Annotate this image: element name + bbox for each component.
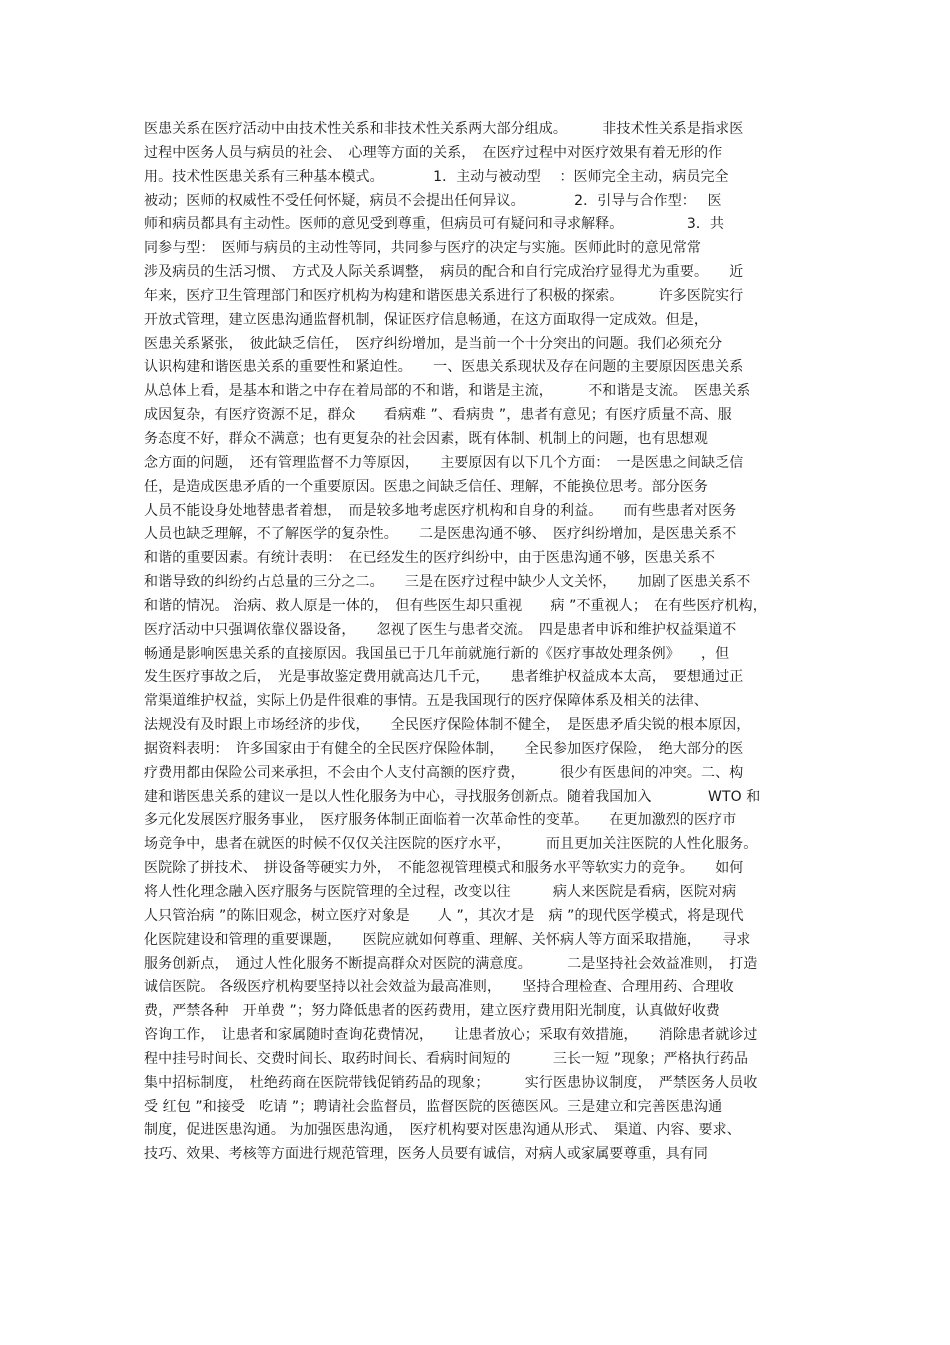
text-line: 诚信医院。 各级医疗机构要坚持以社会效益为最高准则， 坚持合理检查、合理用药、合理收 <box>144 979 734 996</box>
text-line: 涉及病员的生活习惯、 方式及人际关系调整， 病员的配合和自行完成治疗显得尤为重要。 近 <box>144 264 744 281</box>
text-line: 服务创新点， 通过人性化服务不断提高群众对医院的满意度。 二是坚持社会效益准则， 打造 <box>144 955 758 972</box>
text-line: 咨询工作， 让患者和家属随时查询花费情况， 让患者放心；采取有效措施， 消除患者就诊过 <box>144 1027 758 1044</box>
text-line: 医患关系在医疗活动中由技术性关系和非技术性关系两大部分组成。 非技术性关系是指求医 <box>144 121 744 137</box>
text-line: 技巧、效果、考核等方面进行规范管理，医务人员要有诚信，对病人或家属要尊重，具有同 <box>144 1146 708 1163</box>
text-line: 用。技术性医患关系有三种基本模式。 1．主动与被动型 ：医师完全主动，病员完全 <box>144 168 729 185</box>
text-line: 人只管治病 ”的陈旧观念，树立医疗对象是 人 ”，其次才是 病 ”的现代医学模式，将是现代 <box>144 907 744 924</box>
text-line: 人员也缺乏理解，不了解医学的复杂性。 二是医患沟通不够、 医疗纠纷增加，是医患关系不 <box>144 526 737 543</box>
text-line: 制度，促进医患沟通。 为加强医患沟通， 医疗机构要对医患沟通从形式、 渠道、内容、要求、 <box>144 1122 741 1139</box>
text-line: 和谐的重要因素。有统计表明： 在已经发生的医疗纠纷中，由于医患沟通不够，医患关系不 <box>144 550 716 567</box>
text-line: 从总体上看，是基本和谐之中存在着局部的不和谐，和谐是主流， 不和谐是支流。 医患关系 <box>144 383 751 400</box>
text-line: 将人性化理念融入医疗服务与医院管理的全过程，改变以往 病人来医院是看病，医院对病 <box>144 884 737 900</box>
text-line: 费，严禁各种 开单费 ”；努力降低患者的医药费用，建立医疗费用阳光制度，认真做好收费 <box>144 1003 720 1020</box>
text-line: 多元化发展医疗服务事业， 医疗服务体制正面临着一次革命性的变革。 在更加激烈的医疗市 <box>144 812 737 829</box>
text-line: 人员不能设身处地替患者着想， 而是较多地考虑医疗机构和自身的利益。 而有些患者对医务 <box>144 502 737 519</box>
text-line: 年来，医疗卫生管理部门和医疗机构为构建和谐医患关系进行了积极的探索。 许多医院实行 <box>144 287 744 304</box>
text-line: 被动；医师的权威性不受任何怀疑，病员不会提出任何异议。 2．引导与合作型： 医 <box>144 192 722 209</box>
body-text <box>144 118 812 1167</box>
text-line: 念方面的问题， 还有管理监督不力等原因， 主要原因有以下几个方面： 一是医患之间缺乏信 <box>144 454 744 471</box>
text-line: 建和谐医患关系的建议一是以人性化服务为中心，寻找服务创新点。随着我国加入 WTO 和 <box>144 788 761 805</box>
text-line: 受 红包 ”和接受 吃请 ”；聘请社会监督员，监督医院的医德医风。三是建立和完善医患沟通 <box>144 1098 723 1115</box>
text-line: 程中挂号时间长、交费时间长、取药时间长、看病时间短的 三长一短 ”现象；严格执行药品 <box>144 1050 749 1067</box>
text-line: 畅通是影响医患关系的直接原因。我国虽已于几年前就施行新的《医疗事故处理条例》 ，但 <box>144 645 730 662</box>
text-line: 成因复杂，有医疗资源不足，群众 看病难 ”、看病贵 ”，患者有意见；有医疗质量不高、服 <box>144 407 732 424</box>
text-line: 集中招标制度， 杜绝药商在医院带钱促销药品的现象； 实行医患协议制度， 严禁医务人员收 <box>144 1074 758 1091</box>
text-line: 和谐的情况。 治病、救人原是一体的， 但有些医生却只重视 病 ”不重视人； 在有些医疗机构， <box>144 597 767 614</box>
text-line: 过程中医务人员与病员的社会、 心理等方面的关系， 在医疗过程中对医疗效果有着无形的作 <box>144 144 723 161</box>
text-line: 任，是造成医患矛盾的一个重要原因。医患之间缺乏信任、理解，不能换位思考。部分医务 <box>144 478 708 495</box>
text-line: 务态度不好，群众不满意；也有更复杂的社会因素，既有体制、机制上的问题，也有思想观 <box>144 430 708 447</box>
text-line: 认识构建和谐医患关系的重要性和紧迫性。 一、医患关系现状及存在问题的主要原因医患关系 <box>144 359 744 376</box>
text-line: 场竞争中，患者在就医的时候不仅仅关注医院的医疗水平， 而且更加关注医院的人性化服务。 <box>144 836 758 853</box>
text-line: 开放式管理，建立医患沟通监督机制，保证医疗信息畅通，在这方面取得一定成效。但是， <box>144 311 708 328</box>
text-line: 和谐导致的纠纷约占总量的三分之二。 三是在医疗过程中缺少人文关怀， 加剧了医患关系不 <box>144 574 751 591</box>
text-line: 同参与型： 医师与病员的主动性等同，共同参与医疗的决定与实施。医师此时的意见常常 <box>144 240 701 257</box>
text-line: 师和病员都具有主动性。医师的意见受到尊重，但病员可有疑问和寻求解释。 3．共 <box>144 216 725 233</box>
text-line: 疗费用都由保险公司来承担，不会由个人支付高额的医疗费， 很少有医患间的冲突。二、构 <box>144 764 744 781</box>
text-line: 发生医疗事故之后， 光是事故鉴定费用就高达几千元， 患者维护权益成本太高， 要想通过正 <box>144 669 744 686</box>
text-line: 法规没有及时跟上市场经济的步伐， 全民医疗保险体制不健全， 是医患矛盾尖锐的根本原因， <box>144 717 751 734</box>
text-line: 医患关系紧张， 彼此缺乏信任， 医疗纠纷增加，是当前一个十分突出的问题。我们必须充分 <box>144 335 723 352</box>
text-line: 据资料表明： 许多国家由于有健全的全民医疗保险体制， 全民参加医疗保险， 绝大部分的医 <box>144 740 744 757</box>
text-line: 医疗活动中只强调依靠仪器设备， 忽视了医生与患者交流。 四是患者申诉和维护权益渠道不 <box>144 621 737 638</box>
text-line: 常渠道维护权益，实际上仍是件很难的事情。五是我国现行的医疗保障体系及相关的法律、 <box>144 693 708 710</box>
text-line: 医院除了拼技术、 拼设备等硬实力外， 不能忽视管理模式和服务水平等软实力的竞争。 如何 <box>144 860 744 877</box>
text-line: 化医院建设和管理的重要课题， 医院应就如何尊重、理解、关怀病人等方面采取措施， 寻求 <box>144 931 751 948</box>
